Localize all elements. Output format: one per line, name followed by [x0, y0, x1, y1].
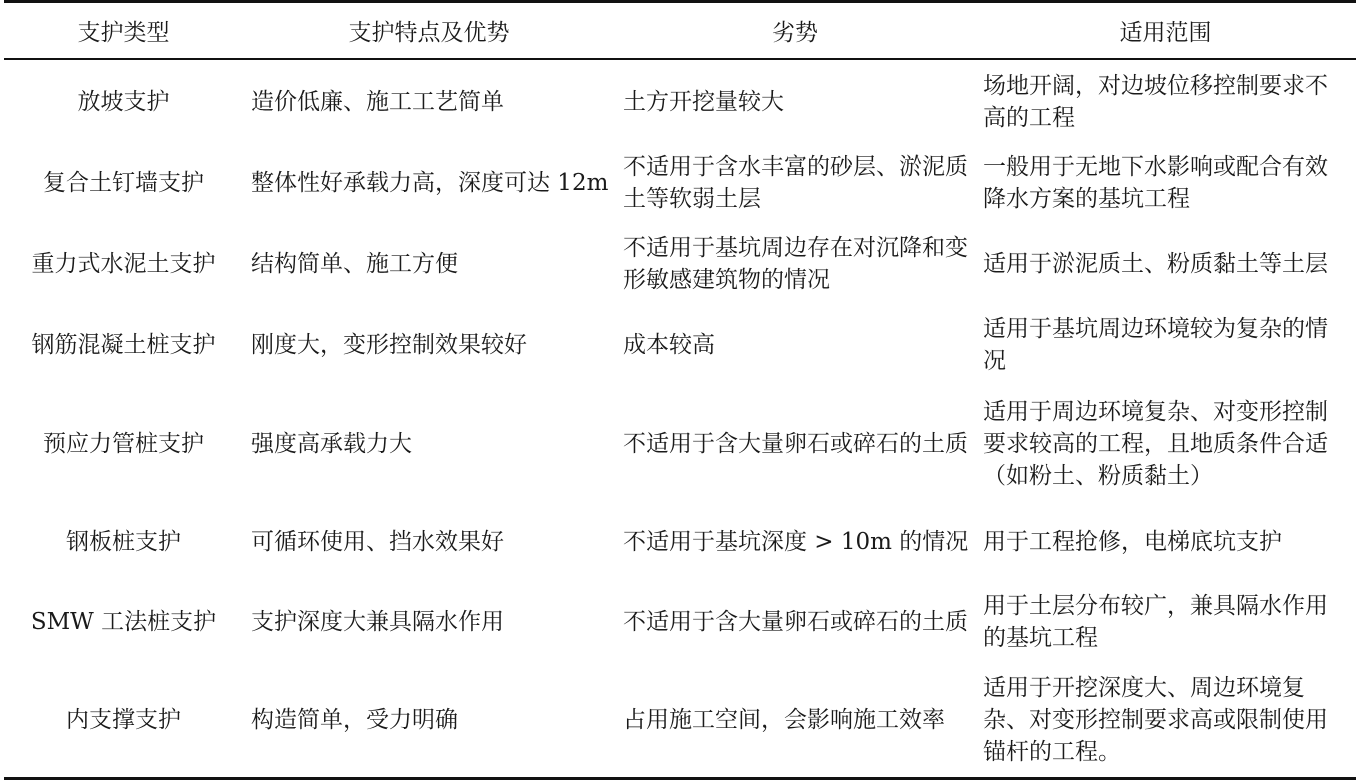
cell-disadvantages: 不适用于含大量卵石或碎石的土质: [623, 609, 968, 635]
cell-scope: 一般用于无地下水影响或配合有效降水方案的基坑工程: [983, 153, 1328, 212]
cell-disadvantages: 不适用于基坑周边存在对沉降和变形敏感建筑物的情况: [623, 234, 968, 293]
cell-disadvantages: 占用施工空间，会影响施工效率: [615, 664, 975, 779]
table-row: [4, 385, 1356, 503]
cell-scope: 用于土层分布较广，兼具隔水作用的基坑工程: [983, 593, 1328, 651]
table-row: [4, 222, 1356, 306]
support-types-table: [4, 0, 1356, 780]
cell-advantages: 造价低廉、施工工艺简单: [251, 88, 504, 115]
cell-support-type: 钢板桩支护: [66, 528, 181, 555]
cell-disadvantages: 不适用于含水丰富的砂层、淤泥质土等软弱土层: [623, 153, 968, 212]
cell-support-type: 重力式水泥土支护: [31, 250, 216, 277]
cell-advantages: 结构简单、施工方便: [251, 250, 458, 277]
table-header: [4, 2, 1356, 59]
cell-advantages: 支护深度大兼具隔水作用: [251, 609, 504, 635]
cell-disadvantages: 成本较高: [623, 332, 715, 358]
cell-scope: 用于工程抢修，电梯底坑支护: [983, 528, 1282, 555]
cell-advantages: 构造简单，受力明确: [243, 664, 615, 779]
table-row: [4, 503, 1356, 581]
cell-advantages: 可循环使用、挡水效果好: [251, 528, 504, 555]
cell-support-type: 钢筋混凝土桩支护: [31, 332, 216, 358]
header-row: [4, 2, 1356, 59]
cell-support-type: SMW 工法桩支护: [30, 609, 217, 635]
cell-disadvantages: 不适用于含大量卵石或碎石的土质: [623, 430, 968, 457]
table-row: [4, 664, 1356, 779]
table-body: [4, 59, 1356, 779]
cell-scope: 适用于开挖深度大、周边环境复杂、对变形控制要求高或限制使用锚杆的工程。: [975, 664, 1356, 779]
cell-support-type: 预应力管桩支护: [43, 430, 204, 457]
cell-advantages: 刚度大，变形控制效果较好: [251, 332, 527, 358]
table-row: [4, 306, 1356, 385]
cell-scope: 场地开阔，对边坡位移控制要求不高的工程: [983, 72, 1328, 131]
header-support-type: 支护类型: [4, 2, 243, 59]
table-row: [4, 581, 1356, 664]
cell-support-type: 复合土钉墙支护: [43, 169, 204, 196]
header-features-advantages: 支护特点及优势: [243, 2, 615, 59]
cell-disadvantages: 土方开挖量较大: [623, 88, 784, 115]
table-row: [4, 59, 1356, 144]
header-scope: 适用范围: [975, 2, 1356, 59]
cell-scope: 适用于周边环境复杂、对变形控制要求较高的工程，且地质条件合适（如粉土、粉质黏土）: [983, 398, 1328, 489]
cell-scope: 适用于基坑周边环境较为复杂的情况: [983, 316, 1328, 374]
cell-support-type: 内支撑支护: [4, 664, 243, 779]
cell-support-type: 放坡支护: [77, 88, 170, 115]
support-types-table-container: [4, 0, 1356, 780]
cell-scope: 适用于淤泥质土、粉质黏土等土层: [983, 250, 1328, 277]
cell-disadvantages: 不适用于基坑深度 > 10m 的情况: [623, 528, 969, 555]
table-row: [4, 144, 1356, 222]
cell-advantages: 强度高承载力大: [251, 430, 412, 457]
cell-advantages: 整体性好承载力高，深度可达 12m: [251, 169, 609, 196]
header-disadvantages: 劣势: [615, 2, 975, 59]
